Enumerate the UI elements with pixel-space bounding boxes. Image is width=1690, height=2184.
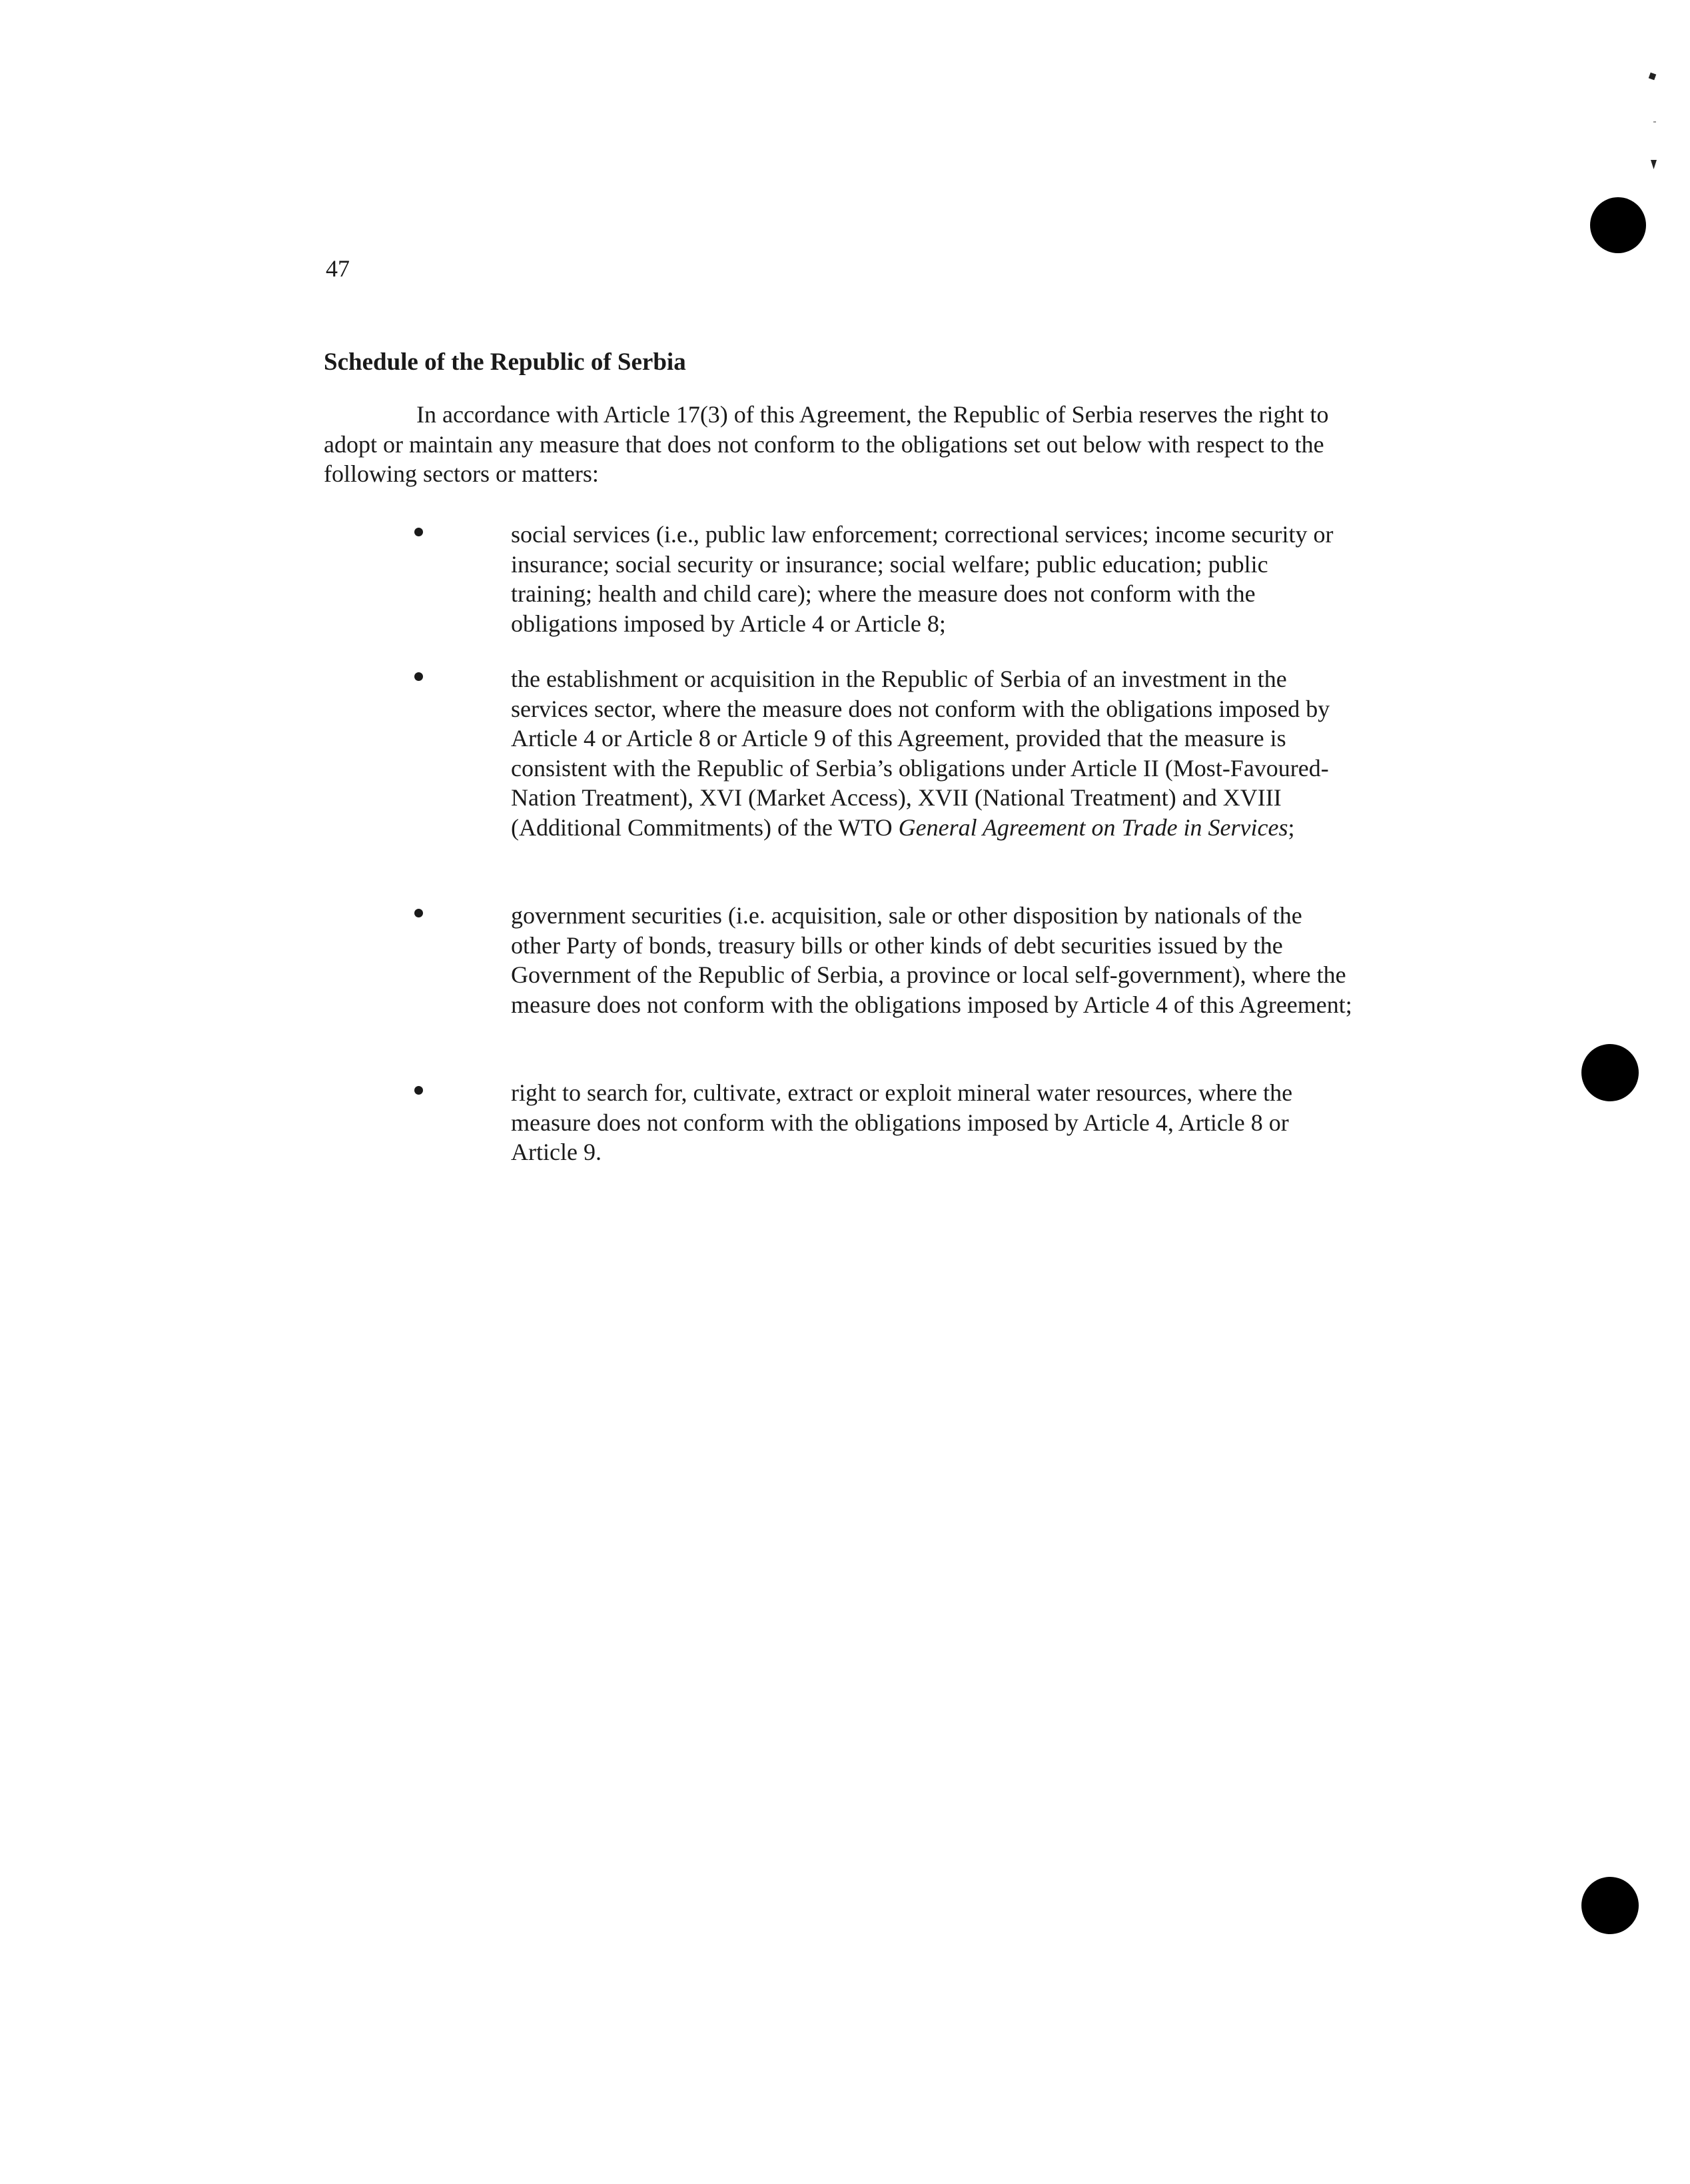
list-item-text-punct: ; (1288, 814, 1295, 841)
punch-hole (1581, 1044, 1639, 1101)
list-item-text: right to search for, cultivate, extract or exploit mineral water resources, where the measure does not conform with the obligations imposed by Article 4, Article 8 or Article 9. (511, 1079, 1293, 1165)
list-item-text-main: the establishment or acquisition in the Republic of Serbia of an investment in the services sector, where the measure does not conform with the obligations imposed by Article 4 or Article 8 or Article 9 of this Agreement, provided that the measure is consistent with the Republic of Serbia’s obligations under Article II (Most-Favoured-Nation Treatment), XVI (Market Access), XVII (National Treatment) and XVIII (Additional Commitments) of the WTO (511, 666, 1330, 841)
schedule-heading: Schedule of the Republic of Serbia (324, 348, 686, 376)
page-number: 47 (326, 255, 350, 282)
bullet-icon (414, 909, 423, 917)
bullet-icon (414, 528, 423, 536)
scan-speck (1649, 73, 1657, 81)
punch-hole (1590, 197, 1646, 253)
punch-hole (1581, 1877, 1639, 1934)
list-item-text (511, 664, 1353, 842)
list-item-text: social services (i.e., public law enforcement; correctional services; income security or insurance; social security or insurance; social welfare; public education; public training; health and child care); where the measure does not conform with the obligations imposed by Article 4 or Article 8; (511, 521, 1334, 637)
list-item-text: government securities (i.e. acquisition, sale or other disposition by nationals of the other Party of bonds, treasury bills or other kinds of debt securities issued by the Government of the Republic of Serbia, a province or local self-government), where the measure does not conform with the obligations imposed by Article 4 of this Agreement; (511, 902, 1352, 1018)
scan-speck (1653, 121, 1656, 123)
scan-speck (1651, 160, 1657, 169)
intro-paragraph: In accordance with Article 17(3) of this Agreement, the Republic of Serbia reserves the right to adopt or maintain any measure that does not conform to the obligations set out below with respect to the following sectors or matters: (324, 401, 1329, 487)
list-item-text-italic: General Agreement on Trade in Services (898, 814, 1288, 841)
bullet-icon (414, 1086, 423, 1095)
bullet-icon (414, 672, 423, 681)
